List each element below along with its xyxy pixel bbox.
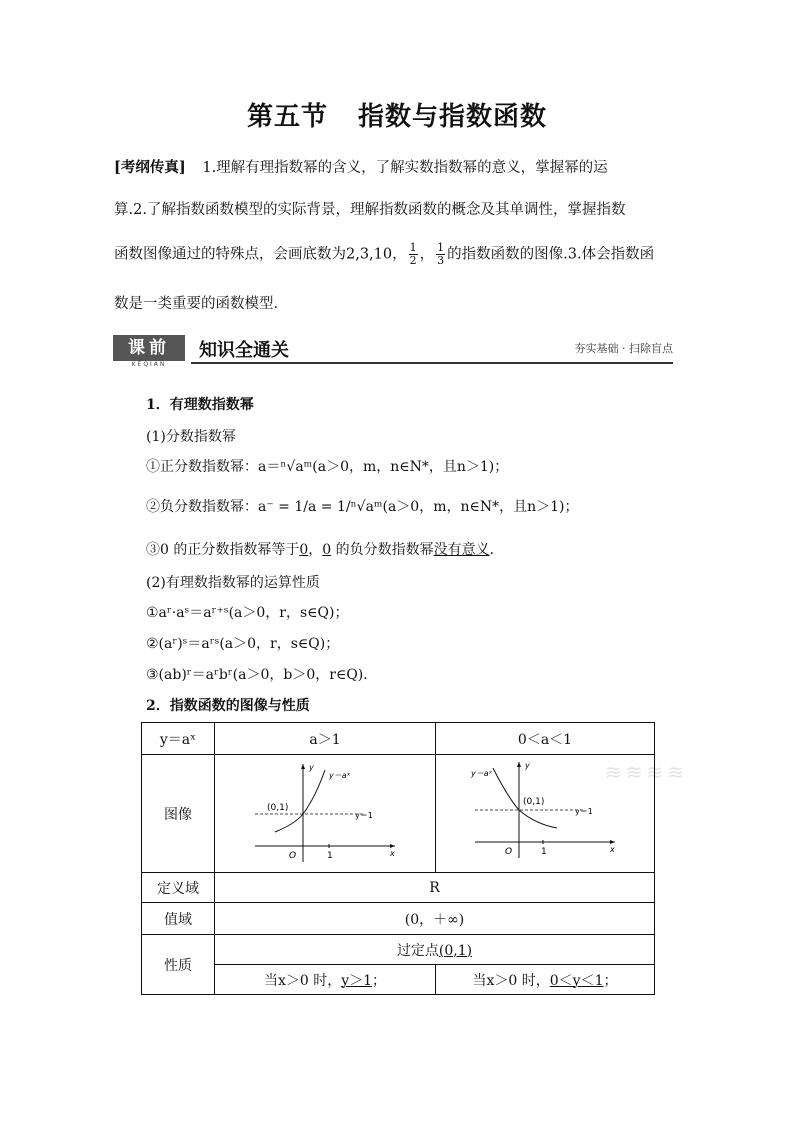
sub-operation-rules: (2)有理数指数幂的运算性质 [146, 575, 320, 591]
curve-label: y＝aˣ [329, 770, 351, 780]
zero-answer-2: 没有意义 [433, 542, 490, 558]
fixed-point-text: 过定点 [396, 942, 439, 959]
label-domain: 定义域 [142, 873, 215, 903]
x-axis-label: x [610, 844, 615, 854]
header-a-gt-1: a＞1 [215, 723, 436, 755]
graph-decreasing [465, 758, 625, 866]
table-row-domain [142, 873, 655, 903]
fixed-point [215, 935, 655, 965]
property-decreasing [436, 965, 655, 995]
point-label: (0,1) [523, 796, 545, 807]
label-range: 值域 [142, 903, 215, 935]
banner-pinyin: KEQIAN [131, 361, 167, 368]
x-axis-label: x [390, 848, 395, 858]
zero-text-c: ， [308, 542, 323, 558]
table-row-range [142, 903, 655, 935]
intro-line-1 [114, 158, 682, 178]
watermark-logo: ≋≋≋≋ [605, 760, 689, 784]
frac-denominator: 3 [437, 254, 445, 267]
rule-product: ①aʳ·aˢ＝aʳ⁺ˢ(a＞0，r，s∈Q)； [146, 605, 349, 621]
section-number: 第五节 [246, 102, 328, 132]
intro-line-4: 数是一类重要的函数模型． [114, 296, 288, 312]
table-row-properties-2 [142, 965, 655, 995]
table-row-properties-1 [142, 935, 655, 965]
intro-text-3a: 函数图像通过的特殊点，会画底数为2,3,10， [114, 246, 407, 263]
zero-answer-1: 0 [299, 542, 309, 558]
banner-rule [191, 362, 673, 364]
curve-label: y＝aˣ [471, 768, 493, 778]
table-header-row [142, 723, 655, 755]
zero-text-a: ③0 的正分数指数幂等于 [146, 542, 300, 558]
intro-text-1: 1.理解有理指数幂的含义，了解实数指数幂的意义，掌握幂的运 [202, 160, 608, 176]
value-range: (0，＋∞) [215, 903, 655, 935]
tick-one: 1 [541, 846, 547, 857]
section-banner [113, 335, 673, 371]
tick-one: 1 [327, 850, 333, 861]
zero-power-rule [146, 539, 504, 559]
intro-text-3b: 的指数函数的图像.3.体会指数函 [447, 246, 655, 263]
point-label: (0,1) [267, 802, 289, 813]
prop2-text: 当x＞0 时， [472, 972, 550, 989]
intro-label: [考纲传真] [114, 159, 186, 176]
fixed-point-answer: (0,1) [438, 942, 473, 959]
page-title [0, 96, 794, 133]
rule-product-power: ③(ab)ʳ＝aʳbʳ(a＞0，b＞0，r∈Q)． [146, 667, 378, 683]
hline-label: y＝1 [355, 810, 373, 820]
section-title: 指数与指数函数 [358, 102, 548, 132]
negative-fractional-power: ②负分数指数幂：a⁻ = 1/a = 1/ⁿ√aᵐ(a＞0，m，n∈N*，且n＞1)； [146, 499, 579, 515]
sub-fractional-powers: (1)分数指数幂 [146, 429, 236, 445]
hline-label: y＝1 [575, 806, 593, 816]
prop1-end: ； [372, 972, 387, 989]
prop2-end: ； [603, 972, 618, 989]
exponential-table [141, 722, 655, 995]
value-domain: R [215, 873, 655, 903]
graph-cell-increasing [215, 755, 436, 873]
heading-rational-powers: 1．有理数指数幂 [146, 397, 254, 413]
rule-power: ②(aʳ)ˢ＝aʳˢ(a＞0，r，s∈Q)； [146, 636, 340, 652]
frac-numerator: 1 [437, 241, 445, 254]
y-axis-label: y [309, 762, 314, 772]
graph-increasing [245, 758, 405, 866]
fraction-half [409, 242, 418, 267]
table-row-graph [142, 755, 655, 873]
property-increasing [215, 965, 436, 995]
frac-numerator: 1 [409, 241, 417, 254]
intro-line-3: 函数图像通过的特殊点，会画底数为2,3,10， $\frac{1}{2}$ ， $\frac{1}{3}$ 的指数函数的图像.3.体会指数函 [114, 241, 655, 267]
frac-denominator: 2 [409, 254, 417, 267]
zero-text-g: ． [489, 542, 504, 558]
fraction-third [436, 242, 445, 267]
header-a-lt-1: 0＜a＜1 [436, 723, 655, 755]
origin-label: O [505, 846, 513, 857]
y-axis-label: y [525, 760, 530, 770]
positive-fractional-power: ①正分数指数幂：a＝ⁿ√aᵐ(a＞0，m，n∈N*，且n＞1)； [146, 459, 509, 475]
intro-line-2: 算.2.了解指数函数模型的实际背景，理解指数函数的概念及其单调性，掌握指数 [114, 202, 626, 218]
origin-label: O [289, 850, 297, 861]
banner-heading: 知识全通关 [199, 340, 289, 361]
graph-cell-decreasing [436, 755, 655, 873]
prop1-text: 当x＞0 时， [263, 972, 342, 989]
zero-text-e: 的负分数指数幂 [331, 542, 434, 558]
label-properties: 性质 [142, 935, 215, 995]
banner-tag: 课前 [113, 335, 185, 361]
prop2-answer: 0＜y＜1 [549, 972, 604, 989]
heading-exponential-function: 2．指数函数的图像与性质 [146, 698, 310, 714]
prop1-answer: y＞1 [341, 972, 373, 989]
banner-subtitle: 夯实基础 · 扫除盲点 [574, 342, 673, 355]
label-graph: 图像 [142, 755, 215, 873]
header-function: y＝aˣ [142, 723, 215, 755]
zero-text-d: 0 [322, 542, 332, 558]
